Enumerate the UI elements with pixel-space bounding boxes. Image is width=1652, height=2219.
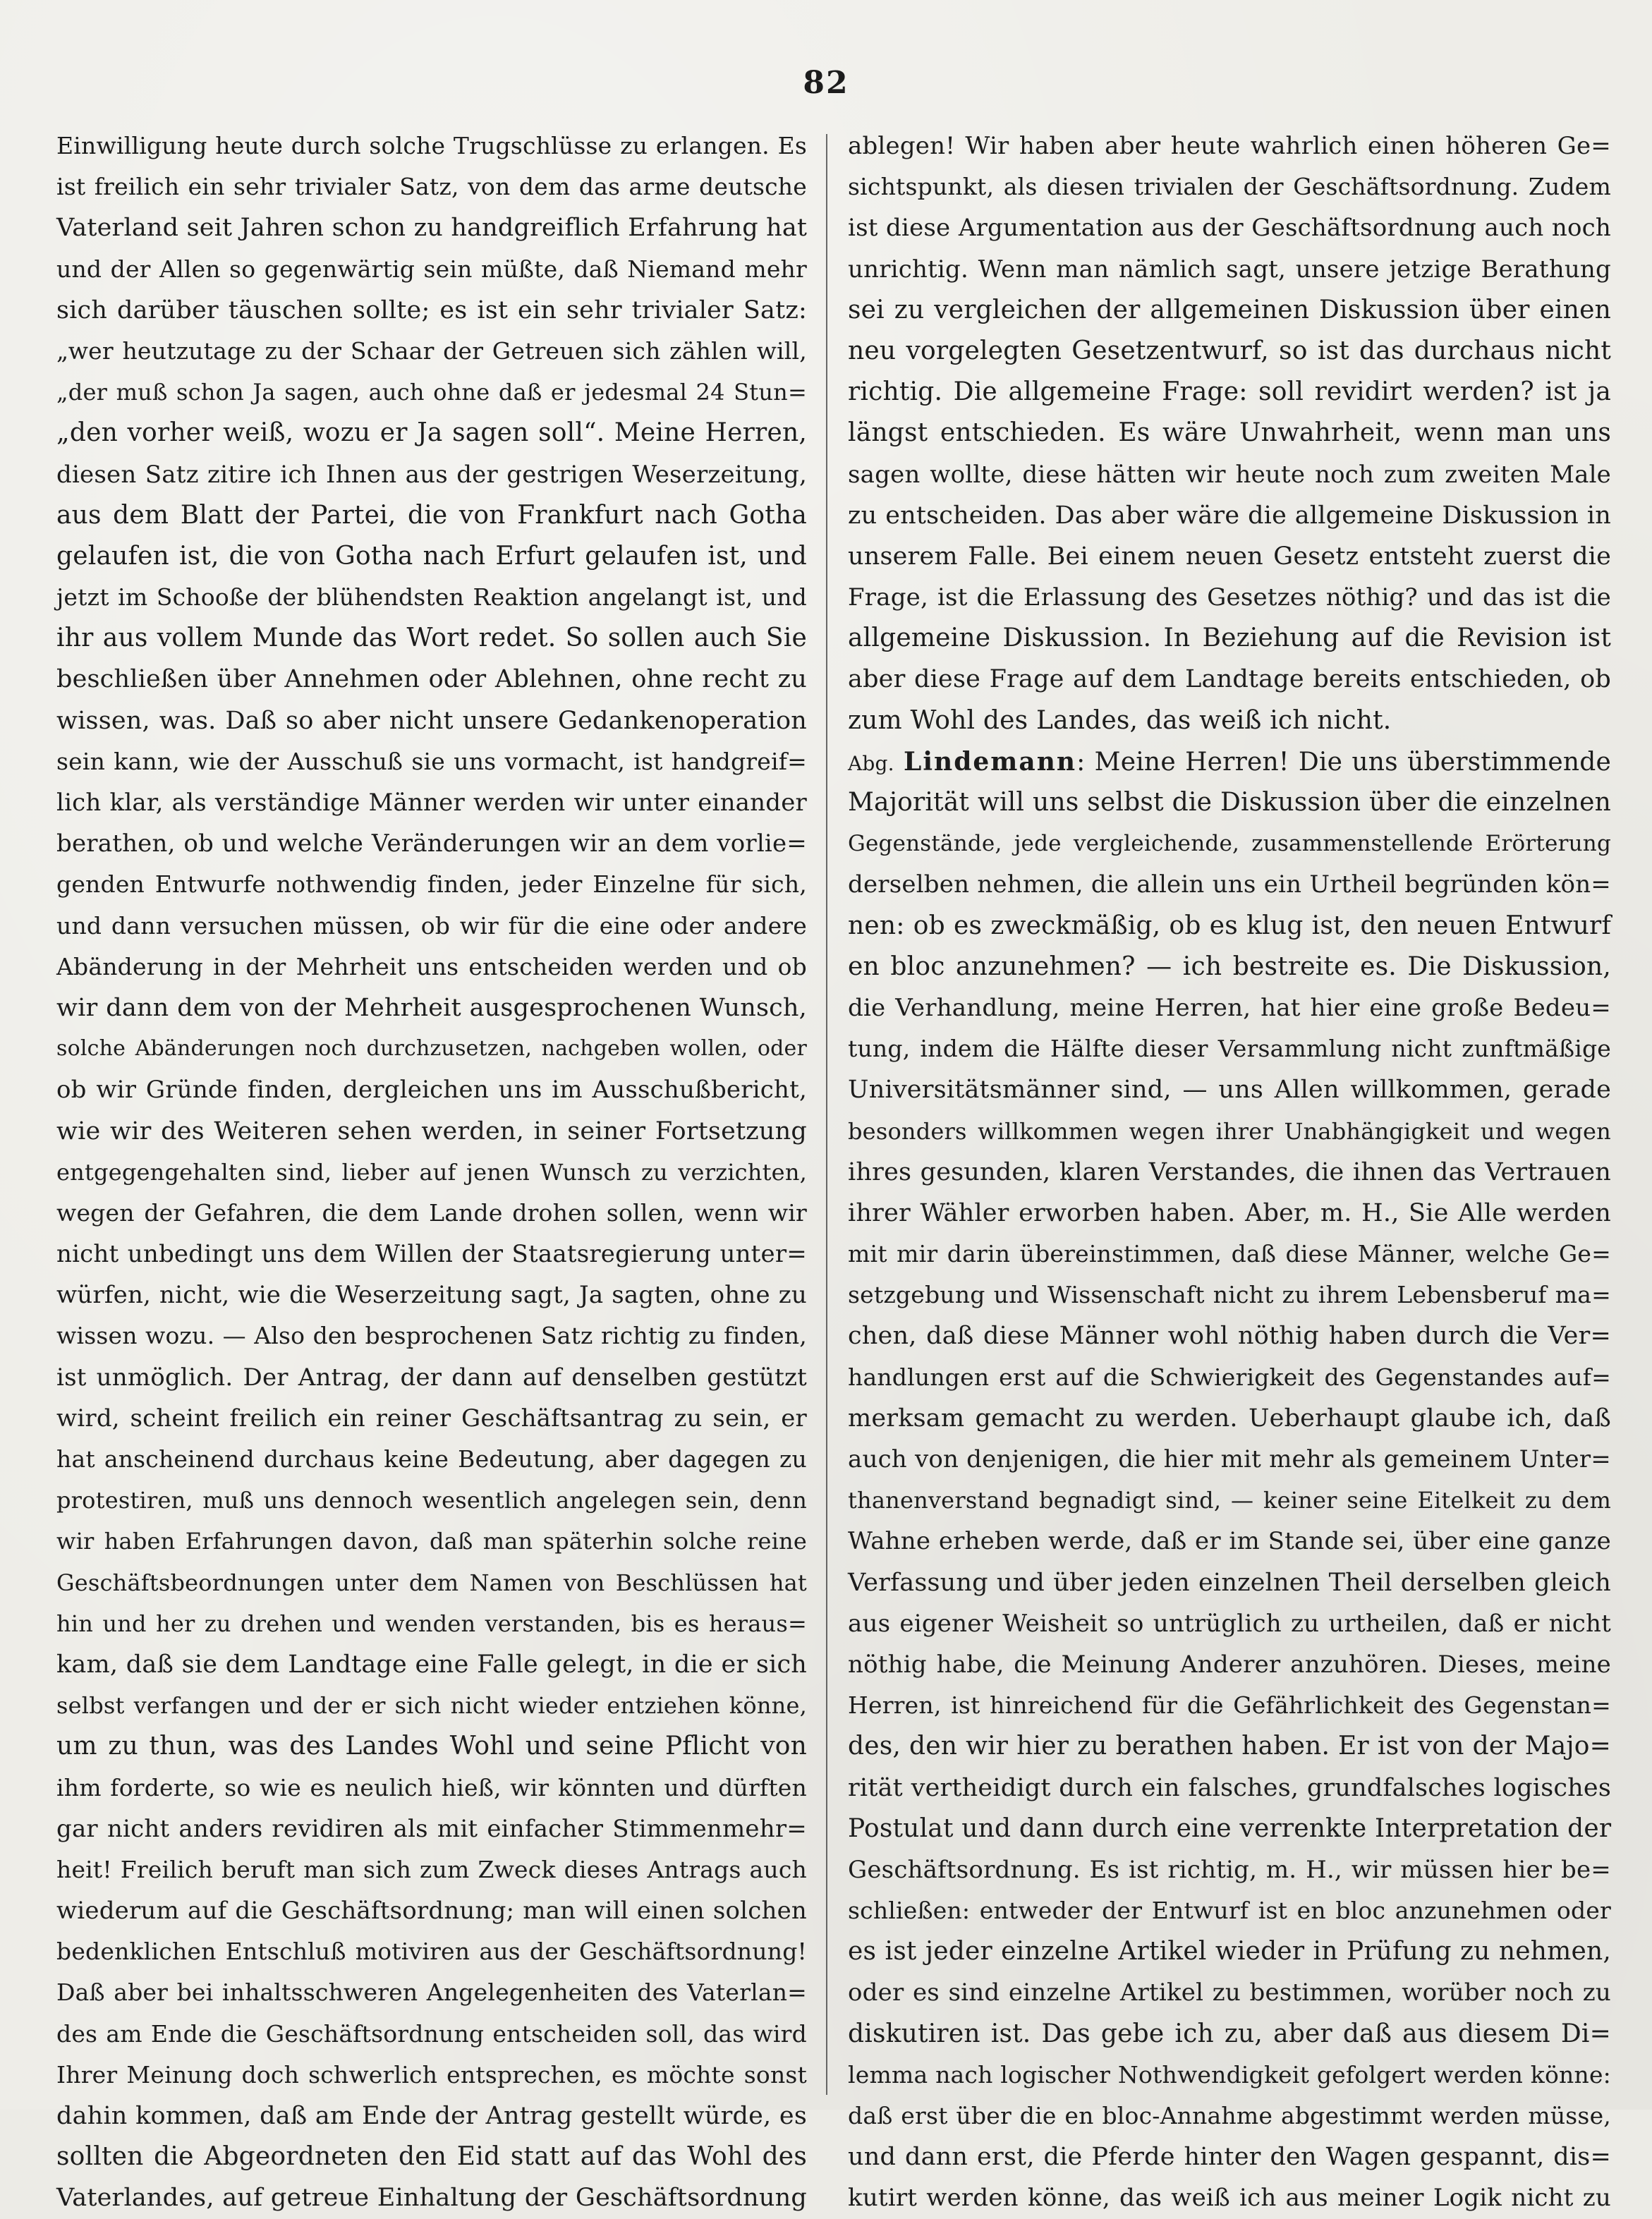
- text-line: richtig. Die allgemeine Frage: soll revidirt werden? ist ja: [848, 377, 1611, 407]
- text-line: zum Wohl des Landes, das weiß ich nicht.: [848, 705, 1392, 735]
- text-line: wir haben Erfahrungen davon, daß man späterhin solche reine: [56, 1528, 807, 1555]
- text-line: derselben nehmen, die allein uns ein Urtheil begründen kön=: [848, 870, 1611, 899]
- text-line: kutirt werden könne, das weiß ich aus meiner Logik nicht zu: [848, 2184, 1611, 2213]
- text-line: ist unmöglich. Der Antrag, der dann auf denselben gestützt: [56, 1363, 807, 1392]
- text-line: besonders willkommen wegen ihrer Unabhängigkeit und wegen: [848, 1117, 1611, 1145]
- text-line: ihrer Wähler erworben haben. Aber, m. H., Sie Alle werden: [848, 1198, 1611, 1227]
- text-line: sichtspunkt, als diesen trivialen der Geschäftsordnung. Zudem: [848, 173, 1611, 201]
- text-line: „der muß schon Ja sagen, auch ohne daß er jedesmal 24 Stun=: [56, 379, 807, 406]
- text-line: wird, scheint freilich ein reiner Geschäftsantrag zu sein, er: [56, 1404, 807, 1433]
- text-line: wegen der Gefahren, die dem Lande drohen sollen, wenn wir: [56, 1198, 807, 1227]
- text-line: Ihrer Meinung doch schwerlich entsprechen, es möchte sonst: [56, 2060, 807, 2089]
- text-line: rität vertheidigt durch ein falsches, grundfalsches logisches: [848, 1773, 1611, 1802]
- text-line: wie wir des Weiteren sehen werden, in seiner Fortsetzung: [56, 1117, 807, 1145]
- right-column: [848, 126, 1612, 2213]
- text-line: setzgebung und Wissenschaft nicht zu ihrem Lebensberuf ma=: [848, 1281, 1611, 1309]
- text-line: protestiren, muß uns dennoch wesentlich angelegen sein, denn: [56, 1487, 807, 1514]
- text-line: unserem Falle. Bei einem neuen Gesetz entsteht zuerst die: [848, 542, 1611, 571]
- text-line: Universitätsmänner sind, — uns Allen willkommen, gerade: [848, 1076, 1611, 1105]
- text-line: ablegen! Wir haben aber heute wahrlich einen höheren Ge=: [848, 132, 1611, 160]
- text-line: „den vorher weiß, wozu er Ja sagen soll“. Meine Herren,: [56, 418, 807, 448]
- column-divider: [826, 134, 827, 2095]
- text-line: oder es sind einzelne Artikel zu bestimmen, worüber noch zu: [848, 1978, 1611, 2007]
- text-line: zu entscheiden. Das aber wäre die allgemeine Diskussion in: [848, 501, 1611, 530]
- text-line: sei zu vergleichen der allgemeinen Diskussion über einen: [848, 295, 1611, 324]
- speaker-name: Lindemann: [904, 746, 1077, 777]
- text-line: bedenklichen Entschluß motiviren aus der Geschäftsordnung!: [56, 1938, 807, 1966]
- text-line: aus eigener Weisheit so untrüglich zu urtheilen, daß er nicht: [848, 1609, 1611, 1638]
- speaker-prefix: Abg.: [848, 751, 894, 775]
- text-line: lich klar, als verständige Männer werden wir unter einander: [56, 789, 807, 817]
- text-line: Wahne erheben werde, daß er im Stande sei, über eine ganze: [848, 1527, 1611, 1556]
- text-line: des am Ende die Geschäftsordnung entscheiden soll, das wird: [56, 2019, 807, 2048]
- text-line: nen: ob es zweckmäßig, ob es klug ist, den neuen Entwurf: [848, 911, 1611, 940]
- page-number: 82: [803, 65, 849, 101]
- text-line: diskutiren ist. Das gebe ich zu, aber daß aus diesem Di=: [848, 2019, 1611, 2048]
- text-line: auch von denjenigen, die hier mit mehr als gemeinem Unter=: [848, 1445, 1611, 1473]
- text-line: neu vorgelegten Gesetzentwurf, so ist das durchaus nicht: [848, 336, 1611, 365]
- text-line: gelaufen ist, die von Gotha nach Erfurt gelaufen ist, und: [56, 541, 807, 571]
- text-line: en bloc anzunehmen? — ich bestreite es. Die Diskussion,: [848, 952, 1611, 981]
- text-line: würfen, nicht, wie die Weserzeitung sagt, Ja sagten, ohne zu: [56, 1281, 807, 1310]
- text-line: nöthig habe, die Meinung Anderer anzuhören. Dieses, meine: [848, 1650, 1611, 1679]
- text-line: gar nicht anders revidiren als mit einfacher Stimmenmehr=: [56, 1814, 807, 1843]
- text-line: längst entschieden. Es wäre Unwahrheit, wenn man uns: [848, 418, 1611, 448]
- text-line: Gegenstände, jede vergleichende, zusammenstellende Erörterung: [848, 831, 1611, 857]
- text-line: nicht unbedingt uns dem Willen der Staatsregierung unter=: [56, 1240, 807, 1269]
- text-line: ihr aus vollem Munde das Wort redet. So sollen auch Sie: [56, 624, 807, 653]
- text-line: ist freilich ein sehr trivialer Satz, von dem das arme deutsche: [56, 173, 807, 201]
- text-line: schließen: entweder der Entwurf ist en bloc anzunehmen oder: [848, 1897, 1611, 1925]
- text-line: daß erst über die en bloc-Annahme abgestimmt werden müsse,: [848, 2102, 1611, 2129]
- text-line: und der Allen so gegenwärtig sein müßte, daß Niemand mehr: [56, 255, 807, 283]
- text-line: ihm forderte, so wie es neulich hieß, wir könnten und dürften: [56, 1773, 807, 1801]
- text-line: sich darüber täuschen sollte; es ist ein sehr trivialer Satz:: [56, 296, 807, 324]
- text-line: diesen Satz zitire ich Ihnen aus der gestrigen Weserzeitung,: [56, 460, 807, 489]
- text-line: hin und her zu drehen und wenden verstanden, bis es heraus=: [56, 1610, 807, 1637]
- text-line: Frage, ist die Erlassung des Gesetzes nöthig? und das ist die: [848, 583, 1611, 612]
- text-line: Daß aber bei inhaltsschweren Angelegenheiten des Vaterlan=: [56, 1978, 807, 2007]
- text-line: Einwilligung heute durch solche Trugschlüsse zu erlangen. Es: [56, 132, 807, 159]
- right-column-part-b: [848, 782, 1611, 2219]
- text-line: berathen, ob und welche Veränderungen wir an dem vorlie=: [56, 829, 807, 858]
- text-line: wissen wozu. — Also den besprochenen Satz richtig zu finden,: [56, 1322, 807, 1350]
- text-line: selbst verfangen und der er sich nicht wieder entziehen könne,: [56, 1692, 807, 1720]
- text-line: mit mir darin übereinstimmen, daß diese Männer, welche Ge=: [848, 1240, 1611, 1268]
- text-line: beschließen über Annehmen oder Ablehnen, ohne recht zu: [56, 665, 807, 694]
- right-column-part-a: [848, 126, 1611, 741]
- text-line: allgemeine Diskussion. In Beziehung auf die Revision ist: [848, 624, 1611, 653]
- text-line: wiederum auf die Geschäftsordnung; man will einen solchen: [56, 1897, 807, 1926]
- text-line: es ist jeder einzelne Artikel wieder in Prüfung zu nehmen,: [848, 1937, 1611, 1966]
- left-column: [56, 126, 808, 2213]
- text-line: ist diese Argumentation aus der Geschäftsordnung auch noch: [848, 214, 1611, 243]
- text-line: handlungen erst auf die Schwierigkeit des Gegenstandes auf=: [848, 1363, 1611, 1391]
- text-line: lemma nach logischer Nothwendigkeit gefolgert werden könne:: [848, 2060, 1611, 2089]
- text-line: merksam gemacht zu werden. Ueberhaupt glaube ich, daß: [848, 1404, 1611, 1433]
- text-line: wir dann dem von der Mehrheit ausgesprochenen Wunsch,: [56, 993, 807, 1022]
- text-line: solche Abänderungen noch durchzusetzen, nachgeben wollen, oder: [56, 1036, 807, 1062]
- text-line: und dann versuchen müssen, ob wir für die eine oder andere: [56, 911, 807, 940]
- text-line: ihres gesunden, klaren Verstandes, die ihnen das Vertrauen: [848, 1157, 1611, 1186]
- text-line: aber diese Frage auf dem Landtage bereits entschieden, ob: [848, 665, 1611, 694]
- text-line: tung, indem die Hälfte dieser Versammlung nicht zunftmäßige: [848, 1035, 1611, 1063]
- text-line: Vaterland seit Jahren schon zu handgreiflich Erfahrung hat: [56, 214, 808, 243]
- text-line: um zu thun, was des Landes Wohl und seine Pflicht von: [56, 1732, 807, 1761]
- text-line: „wer heutzutage zu der Schaar der Getreuen sich zählen will,: [56, 336, 807, 365]
- speaker-line: [848, 741, 1611, 782]
- text-line: Verfassung und über jeden einzelnen Theil derselben gleich: [848, 1568, 1611, 1597]
- text-line: Vaterlandes, auf getreue Einhaltung der Geschäftsordnung: [56, 2184, 807, 2213]
- speaker-line-text: : Meine Herren! Die uns überstimmende: [1076, 747, 1611, 777]
- text-line: Geschäftsordnung. Es ist richtig, m. H., wir müssen hier be=: [848, 1855, 1611, 1884]
- text-line: dahin kommen, daß am Ende der Antrag gestellt würde, es: [56, 2102, 807, 2130]
- text-line: unrichtig. Wenn man nämlich sagt, unsere jetzige Berathung: [848, 255, 1611, 284]
- text-line: chen, daß diese Männer wohl nöthig haben durch die Ver=: [848, 1322, 1611, 1351]
- text-line: Postulat und dann durch eine verrenkte Interpretation der: [848, 1813, 1612, 1843]
- text-line: sein kann, wie der Ausschuß sie uns vormacht, ist handgreif=: [56, 747, 807, 775]
- text-line: des, den wir hier zu berathen haben. Er ist von der Majo=: [848, 1732, 1611, 1761]
- text-line: heit! Freilich beruft man sich zum Zweck dieses Antrags auch: [56, 1855, 807, 1883]
- text-line: Abänderung in der Mehrheit uns entscheiden werden und ob: [56, 952, 807, 980]
- text-line: hat anscheinend durchaus keine Bedeutung, aber dagegen zu: [56, 1445, 807, 1473]
- text-line: sollten die Abgeordneten den Eid statt auf das Wohl des: [56, 2142, 807, 2172]
- text-line: entgegengehalten sind, lieber auf jenen Wunsch zu verzichten,: [56, 1158, 807, 1186]
- text-line: ob wir Gründe finden, dergleichen uns im Ausschußbericht,: [56, 1076, 807, 1105]
- text-line: aus dem Blatt der Partei, die von Frankfurt nach Gotha: [56, 500, 807, 530]
- text-line: Geschäftsbeordnungen unter dem Namen von Beschlüssen hat: [56, 1569, 807, 1596]
- text-line: Herren, ist hinreichend für die Gefährlichkeit des Gegenstan=: [848, 1691, 1611, 1720]
- text-line: kam, daß sie dem Landtage eine Falle gelegt, in die er sich: [56, 1650, 807, 1679]
- text-line: sagen wollte, diese hätten wir heute noch zum zweiten Male: [848, 460, 1611, 489]
- text-line: und dann erst, die Pferde hinter den Wagen gespannt, dis=: [848, 2143, 1611, 2172]
- text-line: genden Entwurfe nothwendig finden, jeder Einzelne für sich,: [56, 870, 807, 899]
- text-line: jetzt im Schooße der blühendsten Reaktion angelangt ist, und: [56, 583, 807, 612]
- text-line: thanenverstand begnadigt sind, — keiner seine Eitelkeit zu dem: [848, 1487, 1611, 1514]
- text-line: Majorität will uns selbst die Diskussion über die einzelnen: [848, 788, 1611, 817]
- text-line: die Verhandlung, meine Herren, hat hier eine große Bedeu=: [848, 993, 1611, 1022]
- text-line: wissen, was. Daß so aber nicht unsere Gedankenoperation: [56, 706, 807, 735]
